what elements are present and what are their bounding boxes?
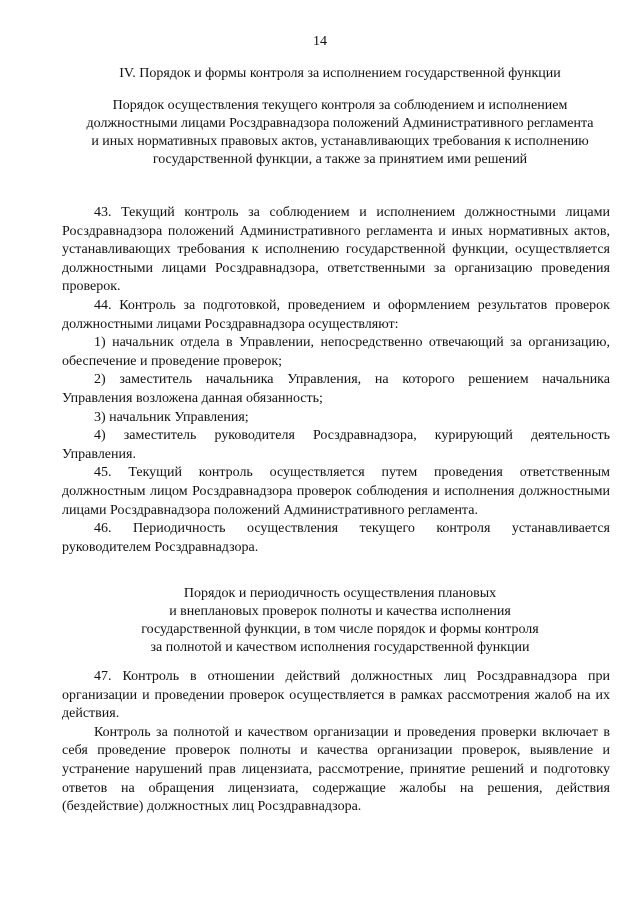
section-title: IV. Порядок и формы контроля за исполнением государственной функции xyxy=(119,66,561,81)
subheading-line: государственной функции, в том числе порядок и формы контроля xyxy=(141,622,539,637)
subheading-inspections xyxy=(60,585,620,657)
subheading-line: государственной функции, а также за принятием ими решений xyxy=(152,152,528,167)
paragraph-43: 43. Текущий контроль за соблюдением и исполнением должностными лицами Росздравнадзора положений Административного регламента и иных нормативных актов, устанавливающих требования к исполнению государственной функции, осуществляется должностными лицами Росздравнадзора, ответственными за организацию проведения проверок. xyxy=(62,205,610,295)
subheading-current-control xyxy=(60,97,620,169)
paragraph-control-scope: Контроль за полнотой и качеством организации и проведения проверки включает в себя проведение проверок полноты и качества организации проверок, выявление и устранение нарушений прав лицензиата, рассмотрение, принятие решений и подготовку ответов на обращения лицензиата, содержащие жалобы на решения, действия (бездействие) должностных лиц Росздравнадзора. xyxy=(62,724,610,815)
body-section-current-control xyxy=(62,204,610,557)
paragraph-46: 46. Периодичность осуществления текущего контроля устанавливается руководителем Росздравнадзора. xyxy=(62,521,610,555)
body-section-inspections xyxy=(62,668,610,817)
page-number: 14 xyxy=(313,34,327,49)
list-item-4: 4) заместитель руководителя Росздравнадзора, курирующий деятельность Управления. xyxy=(62,428,610,462)
subheading-line: и иных нормативных правовых актов, устанавливающих требования к исполнению xyxy=(91,134,589,149)
paragraph-44: 44. Контроль за подготовкой, проведением и оформлением результатов проверок должностными лицами Росздравнадзора осуществляют: xyxy=(62,297,610,332)
list-item-3: 3) начальник Управления; xyxy=(94,409,249,425)
paragraph-45: 45. Текущий контроль осуществляется путем проведения ответственным должностным лицом Росздравнадзора проверок соблюдения и исполнения должностными лицами Росздравнадзора положений Административного регламента. xyxy=(62,465,610,518)
subheading-line: должностными лицами Росздравнадзора положений Административного регламента xyxy=(86,116,594,131)
list-item-1: 1) начальник отдела в Управлении, непосредственно отвечающий за организацию, обеспечение и проведение проверок; xyxy=(62,335,610,369)
subheading-line: за полнотой и качеством исполнения государственной функции xyxy=(150,640,530,655)
subheading-line: и внеплановых проверок полноты и качества исполнения xyxy=(169,604,511,619)
subheading-line: Порядок и периодичность осуществления плановых xyxy=(183,586,497,601)
paragraph-47: 47. Контроль в отношении действий должностных лиц Росздравнадзора при организации и проведении проверок осуществляется в рамках рассмотрения жалоб на их действия. xyxy=(62,669,610,722)
list-item-2: 2) заместитель начальника Управления, на которого решением начальника Управления возложена данная обязанность; xyxy=(62,372,610,406)
subheading-line: Порядок осуществления текущего контроля за соблюдением и исполнением xyxy=(112,98,568,113)
